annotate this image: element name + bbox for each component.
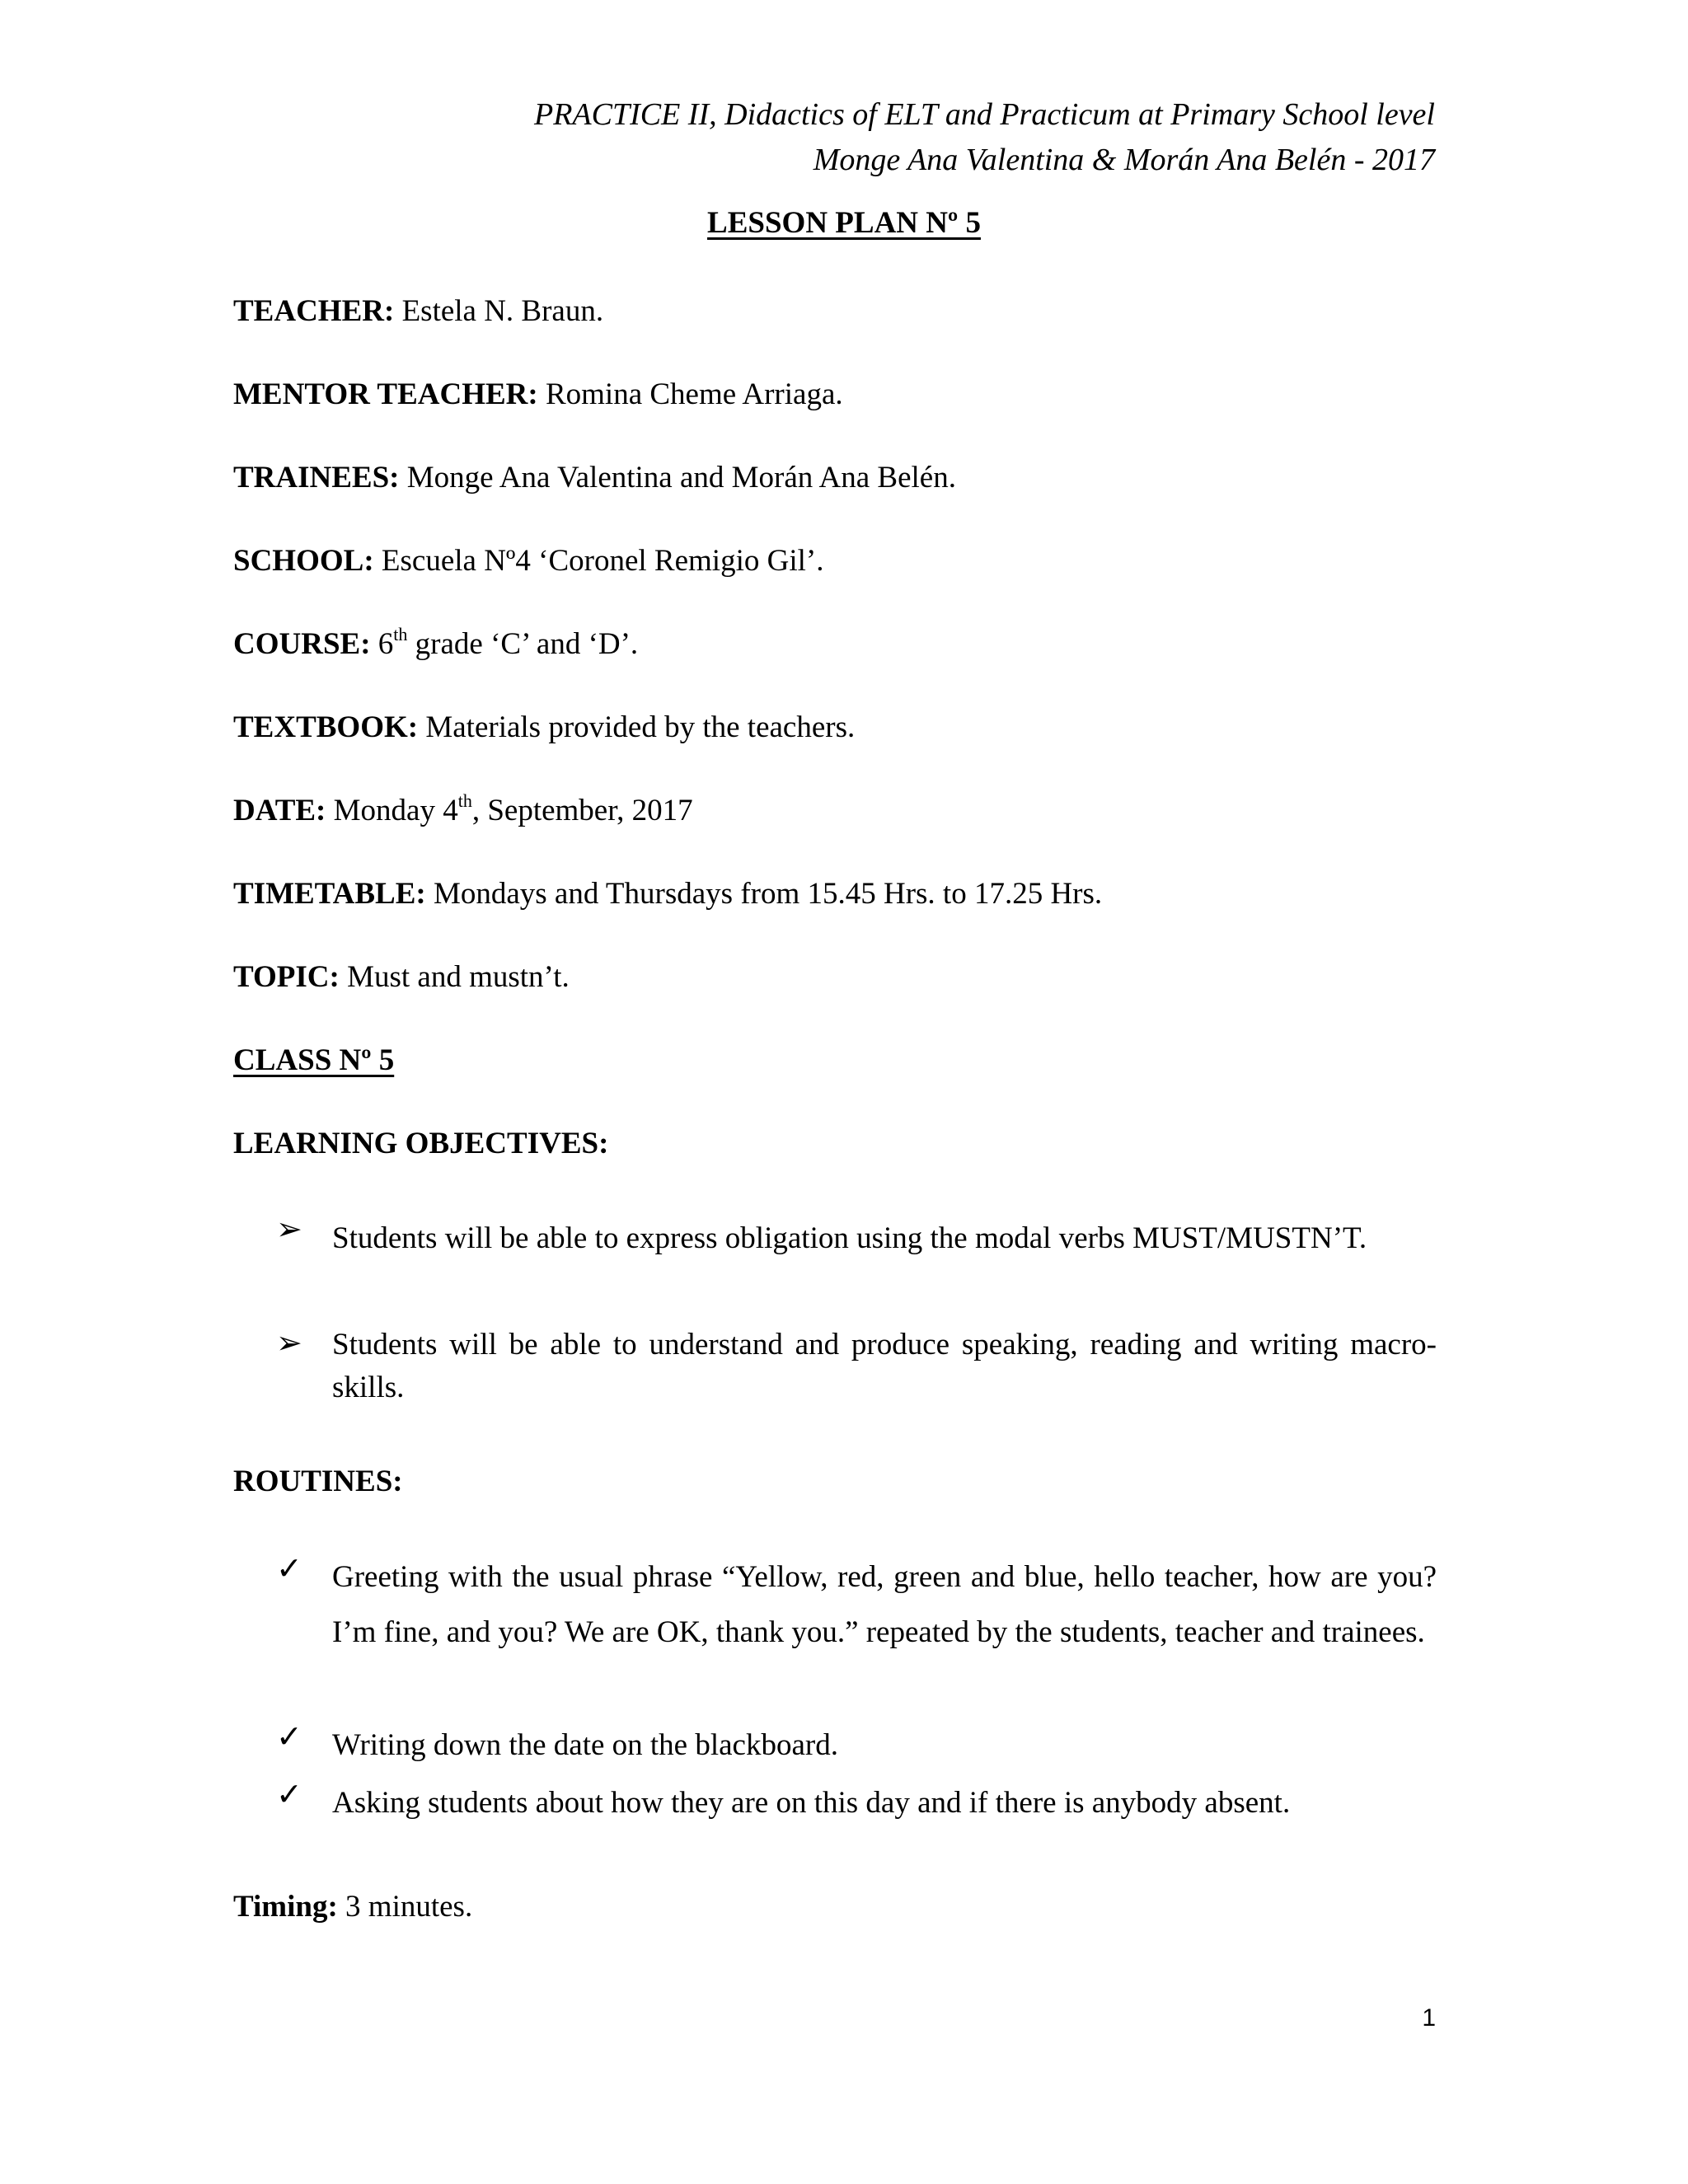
date-ordinal-suffix: th (457, 790, 472, 811)
routine-item: Asking students about how they are on this day and if there is anybody absent. (332, 1786, 1291, 1820)
header-authors-line: Monge Ana Valentina & Morán Ana Belén - 2017 (813, 143, 1435, 177)
date-label: DATE: (233, 794, 326, 827)
textbook-value: Materials provided by the teachers. (425, 710, 856, 744)
trainees-field (233, 460, 956, 495)
course-value: grade ‘C’ and ‘D’. (407, 627, 639, 661)
course-grade-number: 6 (377, 627, 394, 661)
mentor-teacher-value: Romina Cheme Arriaga. (545, 377, 843, 411)
date-field (233, 790, 693, 828)
topic-value: Must and mustn’t. (347, 960, 570, 994)
checkmark-bullet-icon: ✓ (276, 1552, 302, 1586)
mentor-teacher-label: MENTOR TEACHER: (233, 377, 538, 411)
teacher-label: TEACHER: (233, 294, 395, 328)
course-ordinal-suffix: th (393, 624, 408, 644)
teacher-field (233, 293, 603, 329)
page-header (534, 92, 1435, 183)
timing-label: Timing: (233, 1890, 338, 1924)
topic-field (233, 959, 570, 995)
course-field (233, 626, 638, 662)
mentor-teacher-field (233, 377, 843, 412)
date-value: , September, 2017 (471, 794, 693, 827)
header-course-line: PRACTICE II, Didactics of ELT and Practicum at Primary School level (533, 97, 1435, 132)
timetable-field (233, 876, 1102, 912)
school-field (233, 543, 823, 579)
textbook-field (233, 710, 855, 745)
arrow-bullet-icon: ➢ (276, 1212, 302, 1247)
routine-item: Greeting with the usual phrase “Yellow, red, green and blue, hello teacher, how are you? I’m fine, and you? We are OK, thank you.” repeated by the students, teacher and trainees. (332, 1560, 1437, 1649)
class-heading: CLASS Nº 5 (233, 1043, 395, 1077)
timetable-label: TIMETABLE: (233, 877, 426, 911)
lesson-plan-title: LESSON PLAN Nº 5 (707, 206, 981, 240)
date-day: Monday 4 (333, 794, 458, 827)
arrow-bullet-icon: ➢ (276, 1326, 302, 1361)
school-label: SCHOOL: (233, 544, 374, 578)
checkmark-bullet-icon: ✓ (276, 1720, 302, 1755)
course-label: COURSE: (233, 627, 371, 661)
timing-value: 3 minutes. (345, 1890, 473, 1924)
timing-field (233, 1889, 472, 1924)
page-number: 1 (1422, 2004, 1436, 2032)
objective-item: Students will be able to express obligation using the modal verbs MUST/MUSTN’T. (332, 1221, 1367, 1255)
trainees-value: Monge Ana Valentina and Morán Ana Belén. (406, 461, 956, 494)
school-value: Escuela Nº4 ‘Coronel Remigio Gil’. (381, 544, 824, 578)
textbook-label: TEXTBOOK: (233, 710, 419, 744)
routines-heading: ROUTINES: (233, 1465, 403, 1498)
objective-item: Students will be able to understand and produce speaking, reading and writing macro-skills. (332, 1328, 1437, 1404)
teacher-value: Estela N. Braun. (401, 294, 604, 328)
checkmark-bullet-icon: ✓ (276, 1778, 302, 1812)
trainees-label: TRAINEES: (233, 461, 400, 494)
topic-label: TOPIC: (233, 960, 340, 994)
learning-objectives-heading: LEARNING OBJECTIVES: (233, 1127, 609, 1160)
timetable-value: Mondays and Thursdays from 15.45 Hrs. to 17.25 Hrs. (433, 877, 1103, 911)
routine-item: Writing down the date on the blackboard. (332, 1728, 838, 1762)
